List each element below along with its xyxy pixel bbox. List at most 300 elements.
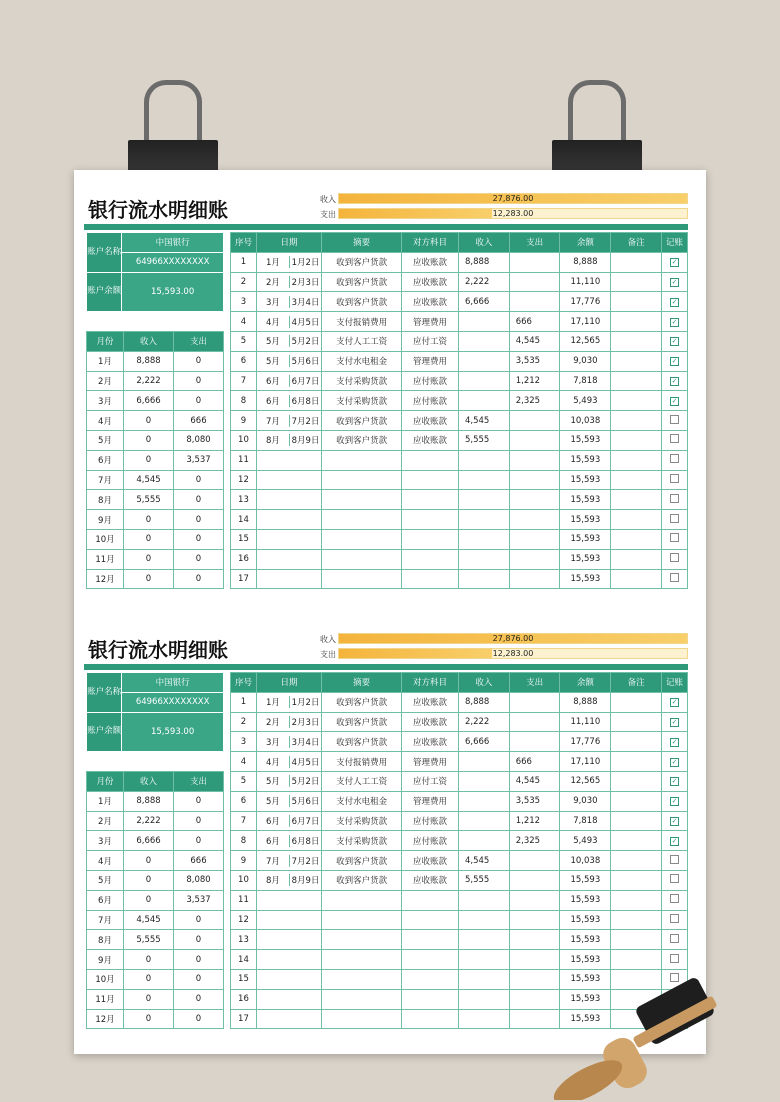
checked-box-icon[interactable]: ✓: [671, 277, 678, 286]
ledger-header-cell: 日期: [256, 673, 321, 693]
page-title: 银行流水明细账: [88, 198, 228, 222]
monthly-cell: 3月: [87, 831, 124, 851]
monthly-header-cell: 月份: [87, 332, 124, 352]
row-income: 6,666: [458, 292, 509, 312]
income-total: 27,876.00: [492, 634, 534, 643]
row-index: 4: [231, 312, 257, 332]
row-expense: [509, 529, 560, 549]
checked-box-icon[interactable]: ✓: [671, 317, 678, 326]
monthly-row: [87, 791, 224, 811]
row-index: 4: [231, 752, 257, 772]
row-income: 5,555: [458, 430, 509, 450]
monthly-cell: 0: [124, 969, 174, 989]
row-posted[interactable]: [662, 752, 688, 772]
row-index: 10: [231, 430, 257, 450]
row-expense: 2,325: [509, 831, 560, 851]
row-month: 5月: [257, 775, 290, 787]
row-expense: 2,325: [509, 391, 560, 411]
monthly-row: [87, 430, 224, 450]
row-note: [611, 312, 662, 332]
table-row: [231, 312, 688, 332]
row-expense: [509, 890, 560, 910]
checked-box-icon[interactable]: ✓: [671, 717, 678, 726]
checked-box-icon[interactable]: ✓: [671, 737, 678, 746]
checked-box-icon[interactable]: ✓: [671, 357, 678, 366]
account-balance: 15,593.00: [122, 272, 224, 311]
row-expense: [509, 490, 560, 510]
row-date: [256, 292, 321, 312]
monthly-cell: 0: [124, 569, 174, 589]
row-day: 7月2日: [291, 416, 320, 427]
row-date: [256, 791, 321, 811]
unchecked-box-icon[interactable]: [670, 934, 679, 943]
row-note: [611, 411, 662, 431]
row-index: 16: [231, 989, 257, 1009]
row-account: [401, 969, 458, 989]
monthly-cell: 3,537: [174, 890, 224, 910]
monthly-cell: 0: [124, 950, 174, 970]
unchecked-box-icon[interactable]: [670, 874, 679, 883]
row-balance: 15,593: [560, 870, 611, 890]
row-account: 应付账款: [401, 391, 458, 411]
row-account: 应收账款: [401, 732, 458, 752]
row-posted[interactable]: [662, 692, 688, 712]
row-date: [256, 411, 321, 431]
row-posted[interactable]: [662, 712, 688, 732]
row-balance: 15,593: [560, 950, 611, 970]
row-income: [458, 910, 509, 930]
monthly-cell: 8,888: [124, 351, 174, 371]
account-balance-label: 账户余额: [87, 712, 122, 751]
row-income: 8,888: [458, 252, 509, 272]
row-posted[interactable]: [662, 312, 688, 332]
row-summary: 收到客户货款: [322, 272, 402, 292]
monthly-summary-table: [86, 771, 224, 1029]
row-note: [611, 371, 662, 391]
row-expense: [509, 692, 560, 712]
row-account: 应收账款: [401, 430, 458, 450]
row-day: 7月2日: [291, 856, 320, 867]
account-info-table: [86, 232, 224, 312]
monthly-cell: 0: [174, 910, 224, 930]
table-row: [231, 712, 688, 732]
row-posted[interactable]: [662, 771, 688, 791]
row-index: 6: [231, 351, 257, 371]
row-posted[interactable]: [662, 569, 688, 589]
row-expense: [509, 569, 560, 589]
row-index: 15: [231, 969, 257, 989]
monthly-cell: 11月: [87, 549, 124, 569]
monthly-summary-table: [86, 331, 224, 589]
table-row: [231, 732, 688, 752]
row-account: [401, 470, 458, 490]
row-summary: 收到客户货款: [322, 732, 402, 752]
row-day: 4月5日: [291, 317, 320, 328]
table-row: [231, 791, 688, 811]
row-account: 应收账款: [401, 252, 458, 272]
ledger-header-cell: 日期: [256, 233, 321, 253]
row-day: 3月4日: [291, 297, 320, 308]
monthly-row: [87, 870, 224, 890]
row-balance: 11,110: [560, 272, 611, 292]
row-date: [256, 470, 321, 490]
income-label: 收入: [320, 635, 336, 644]
income-bar: [338, 193, 688, 204]
row-posted[interactable]: [662, 430, 688, 450]
row-account: [401, 549, 458, 569]
row-month: 6月: [257, 395, 290, 407]
monthly-cell: 11月: [87, 989, 124, 1009]
row-balance: 15,593: [560, 510, 611, 530]
ledger-header-cell: 备注: [611, 233, 662, 253]
row-expense: [509, 292, 560, 312]
monthly-cell: 0: [174, 569, 224, 589]
checked-box-icon[interactable]: ✓: [671, 698, 678, 707]
monthly-cell: 2月: [87, 371, 124, 391]
monthly-row: [87, 510, 224, 530]
checked-box-icon[interactable]: ✓: [671, 797, 678, 806]
income-bar: [338, 633, 688, 644]
row-account: [401, 910, 458, 930]
row-account: 管理费用: [401, 312, 458, 332]
row-note: [611, 510, 662, 530]
row-day: 6月7日: [291, 816, 320, 827]
checked-box-icon[interactable]: ✓: [671, 836, 678, 845]
row-date: [256, 712, 321, 732]
row-posted[interactable]: [662, 890, 688, 910]
row-summary: 支付采购货款: [322, 391, 402, 411]
monthly-cell: 0: [124, 450, 174, 470]
expense-total: 12,283.00: [492, 209, 534, 218]
row-day: 5月6日: [291, 797, 320, 808]
row-note: [611, 272, 662, 292]
row-note: [611, 851, 662, 871]
row-note: [611, 930, 662, 950]
row-balance: 15,593: [560, 430, 611, 450]
row-posted[interactable]: [662, 272, 688, 292]
row-date: [256, 692, 321, 712]
monthly-cell: 4,545: [124, 470, 174, 490]
table-row: [231, 549, 688, 569]
row-expense: [509, 930, 560, 950]
row-posted[interactable]: [662, 411, 688, 431]
monthly-cell: 0: [124, 549, 174, 569]
row-note: [611, 831, 662, 851]
expense-bar: [338, 208, 688, 219]
row-balance: 15,593: [560, 529, 611, 549]
row-index: 12: [231, 910, 257, 930]
checked-box-icon[interactable]: ✓: [671, 258, 678, 267]
row-date: [256, 989, 321, 1009]
unchecked-box-icon[interactable]: [670, 533, 679, 542]
monthly-cell: 6,666: [124, 391, 174, 411]
monthly-cell: 4,545: [124, 910, 174, 930]
row-account: 应收账款: [401, 712, 458, 732]
unchecked-box-icon[interactable]: [670, 434, 679, 443]
row-account: 管理费用: [401, 351, 458, 371]
row-income: [458, 549, 509, 569]
monthly-cell: 10月: [87, 969, 124, 989]
monthly-cell: 10月: [87, 529, 124, 549]
row-posted[interactable]: [662, 450, 688, 470]
table-row: [231, 490, 688, 510]
row-note: [611, 811, 662, 831]
row-posted[interactable]: [662, 391, 688, 411]
row-income: [458, 351, 509, 371]
monthly-header-cell: 收入: [124, 772, 174, 792]
bank-name: 中国银行: [122, 673, 224, 693]
row-summary: 支付水电租金: [322, 791, 402, 811]
monthly-row: [87, 910, 224, 930]
account-balance: 15,593.00: [122, 712, 224, 751]
row-index: 7: [231, 371, 257, 391]
account-balance-row: [87, 272, 224, 311]
row-day: 5月2日: [291, 337, 320, 348]
unchecked-box-icon[interactable]: [670, 454, 679, 463]
monthly-cell: 5,555: [124, 930, 174, 950]
table-row: [231, 569, 688, 589]
table-row: [231, 529, 688, 549]
row-account: [401, 510, 458, 530]
row-date: [256, 569, 321, 589]
monthly-row: [87, 529, 224, 549]
row-day: 6月8日: [291, 836, 320, 847]
table-row: [231, 430, 688, 450]
row-income: [458, 569, 509, 589]
row-index: 2: [231, 272, 257, 292]
row-date: [256, 771, 321, 791]
table-row: [231, 450, 688, 470]
row-posted[interactable]: [662, 252, 688, 272]
row-income: 4,545: [458, 851, 509, 871]
row-posted[interactable]: [662, 490, 688, 510]
table-row: [231, 331, 688, 351]
row-index: 3: [231, 732, 257, 752]
table-row: [231, 292, 688, 312]
table-row: [231, 930, 688, 950]
expense-total: 12,283.00: [492, 649, 534, 658]
monthly-cell: 0: [124, 989, 174, 1009]
row-income: [458, 771, 509, 791]
row-date: [256, 732, 321, 752]
row-note: [611, 732, 662, 752]
unchecked-box-icon[interactable]: [670, 494, 679, 503]
row-posted[interactable]: [662, 930, 688, 950]
account-name-row: [87, 673, 224, 693]
row-account: 应收账款: [401, 411, 458, 431]
monthly-cell: 0: [124, 890, 174, 910]
row-posted[interactable]: [662, 510, 688, 530]
checked-box-icon[interactable]: ✓: [671, 297, 678, 306]
row-summary: 支付人工工资: [322, 771, 402, 791]
monthly-cell: 0: [124, 430, 174, 450]
row-summary: [322, 950, 402, 970]
monthly-cell: 0: [174, 989, 224, 1009]
row-posted[interactable]: [662, 292, 688, 312]
row-summary: 支付采购货款: [322, 811, 402, 831]
row-date: [256, 272, 321, 292]
row-posted[interactable]: [662, 529, 688, 549]
row-income: 2,222: [458, 712, 509, 732]
ledger-header-cell: 备注: [611, 673, 662, 693]
account-number: 64966XXXXXXXX: [122, 692, 224, 712]
row-note: [611, 292, 662, 312]
row-account: [401, 989, 458, 1009]
monthly-row: [87, 831, 224, 851]
monthly-header-cell: 收入: [124, 332, 174, 352]
row-day: 6月8日: [291, 396, 320, 407]
row-balance: 15,593: [560, 490, 611, 510]
row-posted[interactable]: [662, 870, 688, 890]
row-income: 8,888: [458, 692, 509, 712]
row-balance: 9,030: [560, 791, 611, 811]
table-row: [231, 692, 688, 712]
row-summary: 收到客户货款: [322, 870, 402, 890]
row-note: [611, 430, 662, 450]
row-account: 管理费用: [401, 791, 458, 811]
row-note: [611, 470, 662, 490]
row-posted[interactable]: [662, 470, 688, 490]
row-note: [611, 692, 662, 712]
monthly-cell: 5月: [87, 430, 124, 450]
monthly-cell: 12月: [87, 1009, 124, 1029]
monthly-cell: 0: [124, 529, 174, 549]
table-row: [231, 470, 688, 490]
row-day: 2月3日: [291, 277, 320, 288]
monthly-cell: 2,222: [124, 371, 174, 391]
row-expense: [509, 470, 560, 490]
checked-box-icon[interactable]: ✓: [671, 777, 678, 786]
row-income: [458, 811, 509, 831]
row-posted[interactable]: [662, 549, 688, 569]
row-date: [256, 930, 321, 950]
row-income: [458, 930, 509, 950]
row-summary: [322, 569, 402, 589]
unchecked-box-icon[interactable]: [670, 415, 679, 424]
account-balance-row: [87, 712, 224, 751]
checked-box-icon[interactable]: ✓: [671, 757, 678, 766]
monthly-cell: 0: [174, 950, 224, 970]
unchecked-box-icon[interactable]: [670, 573, 679, 582]
row-summary: [322, 1009, 402, 1029]
wooden-stamp-icon: [548, 960, 738, 1100]
checked-box-icon[interactable]: ✓: [671, 396, 678, 405]
table-row: [231, 910, 688, 930]
row-posted[interactable]: [662, 351, 688, 371]
row-income: 6,666: [458, 732, 509, 752]
row-posted[interactable]: [662, 811, 688, 831]
row-balance: 12,565: [560, 331, 611, 351]
row-income: [458, 791, 509, 811]
row-posted[interactable]: [662, 732, 688, 752]
row-income: 4,545: [458, 411, 509, 431]
row-balance: 11,110: [560, 712, 611, 732]
table-row: [231, 371, 688, 391]
row-summary: [322, 930, 402, 950]
row-month: 6月: [257, 815, 290, 827]
row-index: 16: [231, 549, 257, 569]
monthly-header-cell: 支出: [174, 772, 224, 792]
table-row: [231, 391, 688, 411]
row-account: 应付账款: [401, 371, 458, 391]
checked-box-icon[interactable]: ✓: [671, 337, 678, 346]
row-note: [611, 771, 662, 791]
row-month: 4月: [257, 756, 290, 768]
row-summary: 收到客户货款: [322, 851, 402, 871]
row-index: 13: [231, 490, 257, 510]
ledger-table: [230, 232, 688, 589]
monthly-cell: 0: [174, 791, 224, 811]
row-balance: 15,593: [560, 549, 611, 569]
monthly-header-row: [87, 772, 224, 792]
ledger-header-cell: 摘要: [322, 233, 402, 253]
row-income: [458, 969, 509, 989]
unchecked-box-icon[interactable]: [670, 914, 679, 923]
page-title: 银行流水明细账: [88, 638, 228, 662]
row-note: [611, 569, 662, 589]
row-posted[interactable]: [662, 910, 688, 930]
row-date: [256, 430, 321, 450]
unchecked-box-icon[interactable]: [670, 894, 679, 903]
row-date: [256, 870, 321, 890]
monthly-row: [87, 470, 224, 490]
table-row: [231, 272, 688, 292]
row-index: 13: [231, 930, 257, 950]
row-balance: 9,030: [560, 351, 611, 371]
checked-box-icon[interactable]: ✓: [671, 816, 678, 825]
monthly-row: [87, 549, 224, 569]
checked-box-icon[interactable]: ✓: [671, 376, 678, 385]
unchecked-box-icon[interactable]: [670, 553, 679, 562]
monthly-cell: 2月: [87, 811, 124, 831]
row-income: [458, 490, 509, 510]
monthly-cell: 5,555: [124, 490, 174, 510]
row-account: [401, 1009, 458, 1029]
monthly-cell: 4月: [87, 851, 124, 871]
row-index: 8: [231, 831, 257, 851]
unchecked-box-icon[interactable]: [670, 474, 679, 483]
row-index: 9: [231, 851, 257, 871]
row-posted[interactable]: [662, 331, 688, 351]
monthly-cell: 0: [174, 351, 224, 371]
row-expense: [509, 272, 560, 292]
row-summary: 收到客户货款: [322, 292, 402, 312]
row-posted[interactable]: [662, 791, 688, 811]
row-expense: [509, 910, 560, 930]
row-posted[interactable]: [662, 371, 688, 391]
row-expense: [509, 851, 560, 871]
row-balance: 7,818: [560, 811, 611, 831]
unchecked-box-icon[interactable]: [670, 855, 679, 864]
monthly-cell: 1月: [87, 351, 124, 371]
monthly-cell: 9月: [87, 950, 124, 970]
row-posted[interactable]: [662, 831, 688, 851]
ledger-header-row: [231, 233, 688, 253]
row-balance: 15,593: [560, 910, 611, 930]
row-expense: [509, 510, 560, 530]
row-summary: [322, 549, 402, 569]
row-date: [256, 371, 321, 391]
expense-bar: [338, 648, 688, 659]
monthly-cell: 8月: [87, 930, 124, 950]
ledger-header-cell: 余额: [560, 673, 611, 693]
unchecked-box-icon[interactable]: [670, 514, 679, 523]
monthly-cell: 12月: [87, 569, 124, 589]
table-row: [231, 870, 688, 890]
row-posted[interactable]: [662, 851, 688, 871]
row-note: [611, 752, 662, 772]
row-income: 5,555: [458, 870, 509, 890]
